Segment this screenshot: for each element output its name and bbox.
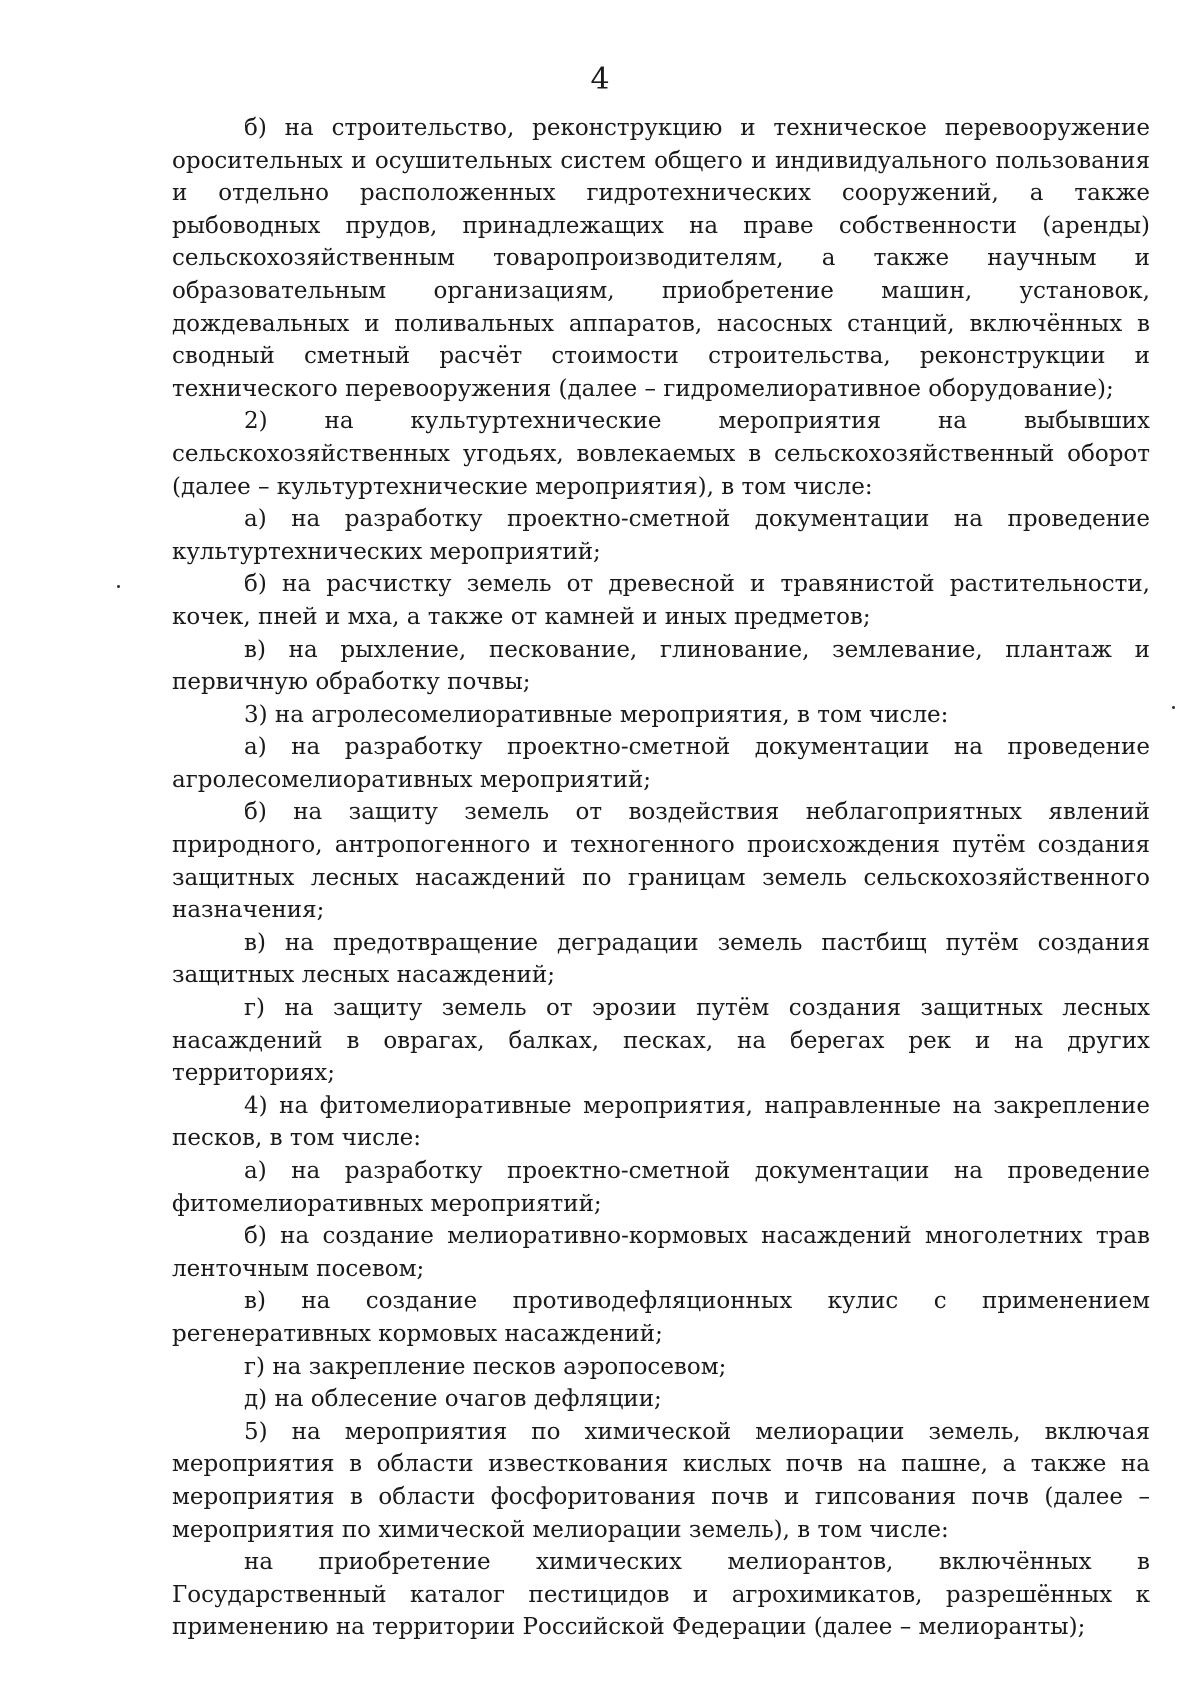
paragraph-irrigation-construction: б) на строительство, реконструкцию и техническое перевооружение оросительных и осушительных систем общего и индивидуального пользования и отдельно расположенных гидротехнических сооружений, а также рыбоводных прудов, принадлежащих на праве собственности (аренды) сельскохозяйственным товаропроизводителям, а также научным и образовательным организациям, приобретение машин, установок, дождевальных и поливальных аппаратов, насосных станций, включённых в сводный сметный расчёт стоимости строительства, реконструкции и технического перевооружения (далее – гидромелиоративное оборудование); bbox=[172, 115, 1150, 402]
paragraph-phytomelioration: 4) на фитомелиоративные мероприятия, направленные на закрепление песков, в том числе: bbox=[172, 1092, 1150, 1152]
paragraph-phyto-aerial-seeding: г) на закрепление песков аэропосевом; bbox=[244, 1353, 727, 1380]
paragraph-agroforestry-pastures: в) на предотвращение деградации земель пастбищ путём создания защитных лесных насаждений; bbox=[172, 929, 1150, 989]
paragraph-phyto-wings: в) на создание противодефляционных кулис с применением регенеративных кормовых насаждений; bbox=[172, 1288, 1150, 1347]
document-body bbox=[172, 112, 1150, 1644]
paragraph-phyto-design: а) на разработку проектно-сметной документации на проведение фитомелиоративных мероприятий; bbox=[172, 1158, 1150, 1217]
paragraph-chemical-meliorants: на приобретение химических мелиорантов, включённых в Государственный каталог пестицидов и агрохимикатов, разрешённых к применению на территории Российской Федерации (далее – мелиоранты); bbox=[172, 1549, 1150, 1641]
paragraph-cultural-technical: 2) на культуртехнические мероприятия на выбывших сельскохозяйственных угодьях, вовлекаемых в сельскохозяйственный оборот (далее – культуртехнические мероприятия), в том числе: bbox=[172, 408, 1150, 500]
paragraph-phyto-grasses: б) на создание мелиоративно-кормовых насаждений многолетних трав ленточным посевом; bbox=[172, 1223, 1150, 1282]
page-number: 4 bbox=[590, 62, 610, 97]
paragraph-cultural-clearing: б) на расчистку земель от древесной и травянистой растительности, кочек, пней и мха, а также от камней и иных предметов; bbox=[172, 571, 1150, 630]
paragraph-agroforestry: 3) на агролесомелиоративные мероприятия, в том числе: bbox=[244, 701, 949, 728]
scan-speck bbox=[117, 585, 120, 588]
paragraph-agroforestry-protection: б) на защиту земель от воздействия неблагоприятных явлений природного, антропогенного и техногенного происхождения путём создания защитных лесных насаждений по границам земель сельскохозяйственного назначения; bbox=[172, 799, 1150, 924]
paragraph-phyto-afforestation: д) на облесение очагов дефляции; bbox=[244, 1386, 662, 1413]
paragraph-cultural-tillage: в) на рыхление, пескование, глинование, землевание, плантаж и первичную обработку почвы; bbox=[172, 636, 1150, 696]
scan-speck bbox=[1172, 706, 1175, 709]
paragraph-chemical-melioration: 5) на мероприятия по химической мелиорации земель, включая мероприятия в области известкования кислых почв на пашне, а также на мероприятия в области фосфоритования почв и гипсования почв (далее – мероприятия по химической мелиорации земель), в том числе: bbox=[172, 1418, 1150, 1543]
paragraph-agroforestry-erosion: г) на защиту земель от эрозии путём создания защитных лесных насаждений в оврагах, балках, песках, на берегах рек и на других территориях; bbox=[172, 995, 1150, 1087]
paragraph-agroforestry-design: а) на разработку проектно-сметной документации на проведение агролесомелиоративных мероприятий; bbox=[172, 734, 1150, 793]
paragraph-cultural-design: а) на разработку проектно-сметной документации на проведение культуртехнических мероприятий; bbox=[172, 506, 1150, 565]
